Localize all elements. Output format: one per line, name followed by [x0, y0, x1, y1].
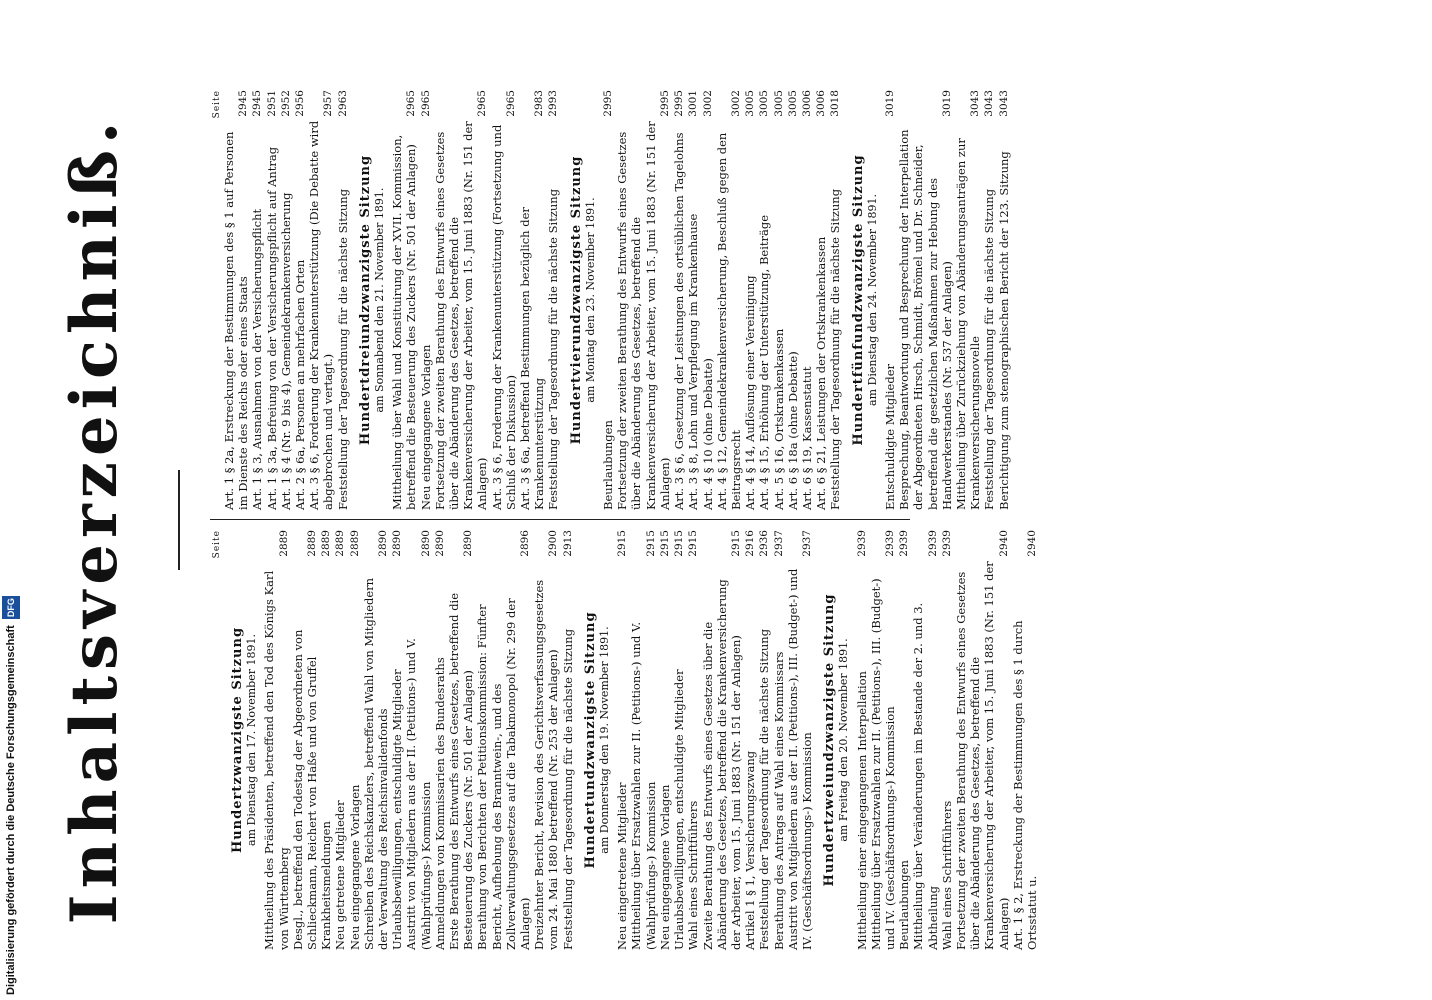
toc-entry-page: 2951 [265, 90, 278, 117]
toc-column-right [210, 90, 1011, 510]
session-title: Hundertvierundzwanzigste Sitzung [568, 155, 584, 445]
toc-entry-text: Art. 3 § 8, Lohn und Verpflegung im Krankenhause [686, 213, 701, 510]
session-date: am Freitag den 20. November 1891. [837, 638, 851, 842]
toc-entry-text: Neu eingegangene Vorlagen [418, 344, 433, 510]
toc-entry-page: 2890 [419, 530, 432, 557]
toc-entry-page: 3019 [940, 90, 953, 117]
toc-entry [546, 90, 560, 510]
toc-entry-page: 2939 [940, 530, 953, 557]
toc-entry [658, 530, 672, 950]
toc-entry-text: Feststellung der Tagesordnung für die nächste Sitzung [546, 188, 561, 510]
toc-entry [518, 90, 546, 510]
toc-entry-text: Dreizehnter Bericht, Revision des Gerichtsverfassungsgesetzes vom 24. Mai 1880 betreffend (Nr. 253 der Anlagen) [532, 579, 561, 950]
toc-entry [348, 530, 362, 950]
title-rule [178, 470, 180, 570]
toc-entry-page: 3043 [983, 90, 996, 117]
footer-text: Digitalisierung gefördert durch die Deutsche Forschungsgemeinschaft [5, 625, 17, 995]
toc-entry-page: 3018 [829, 90, 842, 117]
toc-entry-page: 2890 [462, 530, 475, 557]
toc-entry-text: Wahl eines Schriftführers [939, 800, 954, 950]
toc-entry-text: Zweite Berathung des Entwurfs eines Gesetzes über die Abänderung des Gesetzes, betreffend die Krankenversicherung der Arbeiter, vom 15. Juni 1883 (Nr. 151 der Anlagen) [700, 579, 743, 950]
toc-entry-text: Mittheilung über Zurückziehung von Abänderungsanträgen zur Krankenversicherungsnovelle [953, 138, 983, 510]
toc-entry [390, 90, 418, 510]
toc-entry-page: 2889 [320, 530, 333, 557]
toc-entry [757, 530, 771, 950]
toc-entry [672, 90, 686, 510]
toc-entry-page: 2963 [336, 90, 349, 117]
toc-entry-text: Feststellung der Tagesordnung für die nächste Sitzung [560, 628, 575, 950]
toc-entry-page: 3006 [800, 90, 813, 117]
toc-entry [757, 90, 771, 510]
toc-entry [786, 90, 800, 510]
session-date: am Montag den 23. November 1891. [583, 197, 597, 403]
toc-entry-page: 3019 [883, 90, 896, 117]
toc-entry-text: Art. 3 § 6a, betreffend Bestimmungen bezüglich der Krankenunterstützung [518, 207, 547, 510]
toc-entry [293, 90, 307, 510]
toc-entry-page: 2945 [251, 90, 264, 117]
toc-entry-page: 2915 [616, 530, 629, 557]
toc-entry-text: Art. 4 § 15, Erhöhung der Unterstützung, Beiträge [757, 214, 772, 510]
dfg-logo: DFG [2, 596, 20, 619]
toc-entry-page: 2957 [322, 90, 335, 117]
toc-entry-page: 2936 [758, 530, 771, 557]
toc-entry-page: 2890 [433, 530, 446, 557]
session-date: am Dienstag den 17. November 1891. [245, 634, 259, 846]
toc-entry-text: Mittheilung des Präsidenten, betreffend den Tod des Königs Karl von Württemberg [262, 570, 291, 950]
toc-entry-text: Urlaubsbewilligungen, entschuldigte Mitglieder [672, 669, 687, 950]
toc-entry-text: Berichtigung zum stenographischen Bericht der 123. Sitzung [996, 151, 1011, 510]
toc-entry-page: 2965 [504, 90, 517, 117]
toc-entry-page: 3005 [772, 90, 785, 117]
toc-entry [897, 90, 954, 510]
toc-entry-text: Neu eingegangene Vorlagen [347, 784, 362, 950]
session-title: Hundertzweiundzwanzigste Sitzung [822, 593, 838, 887]
toc-entry-text: Mittheilung über Wahl und Konstituirung der XVII. Kommission, betreffend die Besteuerung des Zuckers (Nr. 501 der Anlagen) [390, 134, 419, 510]
toc-entry-text: Feststellung der Tagesordnung für die nächste Sitzung [982, 188, 997, 510]
toc-entry-text: Art. 3 § 6, Forderung der Krankenunterstützung (Die Debatte wird abgebrochen und vertagt.) [307, 120, 336, 510]
toc-entry-page: 2965 [405, 90, 418, 117]
toc-entry-page: 3043 [969, 90, 982, 117]
toc-entry [447, 530, 475, 950]
toc-entry-text: Feststellung der Tagesordnung für die nächste Sitzung [335, 188, 350, 510]
toc-entry-text: Beurlaubungen [897, 860, 912, 950]
toc-entry-text: Mittheilung über Ersatzwahlen zur II. (Petitions-), III. (Budget-) und IV. (Geschäftsordnungs-) Kommission [868, 578, 897, 950]
toc-entry [490, 90, 518, 510]
toc-entry-page: 3005 [786, 90, 799, 117]
toc-entry-page: 2915 [658, 530, 671, 557]
toc-entry-page: 2890 [391, 530, 404, 557]
toc-entry [828, 90, 842, 510]
toc-entry-text: Schreiben des Reichskanzlers, betreffend Wahl von Mitgliedern der Verwaltung des Reichsinvalidenfonds [361, 577, 391, 950]
toc-entry-page: 2915 [729, 530, 742, 557]
toc-entry [265, 90, 279, 510]
toc-entry-page: 2889 [277, 530, 290, 557]
footer [2, 598, 20, 995]
session-date: am Donnerstag den 19. November 1891. [598, 626, 612, 854]
toc-entry [686, 90, 700, 510]
toc-column-left [210, 530, 1039, 950]
toc-entry-text: Art. 6 § 21, Leistungen der Ortskrankenkassen [814, 236, 829, 510]
toc-entry-text: Feststellung der Tagesordnung für die nächste Sitzung [757, 628, 772, 950]
toc-entry-page: 2993 [547, 90, 560, 117]
toc-entry-text: Art. 1 § 4 (Nr. 9 bis 4), Gemeindekrankenversicherung [278, 192, 293, 510]
session-title: Hundertfünfundzwanzigste Sitzung [850, 154, 866, 446]
column-header-seite: Seite [212, 90, 222, 119]
toc-entry-page: 3043 [997, 90, 1010, 117]
toc-entry-text: Neu getretene Mitglieder [333, 800, 348, 950]
toc-entry-text: Mittheilung über Ersatzwahlen zur II. (Petitions-) und V. (Wahlprüfungs-) Kommission [629, 622, 658, 950]
toc-entry-text: Austritt von Mitgliedern aus der II. (Petitions-) und V. (Wahlprüfungs-) Kommission [404, 638, 433, 950]
toc-entry [362, 530, 390, 950]
toc-entry [743, 90, 757, 510]
toc-entry-page: 2889 [348, 530, 361, 557]
toc-entry-page: 2915 [673, 530, 686, 557]
toc-entry [954, 530, 1011, 950]
toc-entry-page: 2913 [561, 530, 574, 557]
toc-entry [855, 530, 869, 950]
toc-entry [629, 530, 657, 950]
toc-entry-text: Fortsetzung der zweiten Berathung des Entwurfs eines Gesetzes über die Abänderung des Gesetzes, betreffend die Krankenversicherung der Arbeiter, vom 15. Juni 1883 (Nr. 151 der Anlagen) [953, 561, 1011, 950]
toc-entry-page: 2940 [997, 530, 1010, 557]
toc-entry [743, 530, 757, 950]
toc-entry-page: 3001 [687, 90, 700, 117]
toc-entry [701, 530, 744, 950]
toc-entry-text: Fortsetzung der zweiten Berathung des Entwurfs eines Gesetzes über die Abänderung des Gesetzes, betreffend die Krankenversicherung der Arbeiter, vom 15. Juni 1883 (Nr. 151 der Anlagen) [432, 121, 490, 510]
toc-entry-text: Art. 4 § 10 (ohne Debatte) [700, 358, 715, 510]
toc-entry-page: 3006 [815, 90, 828, 117]
toc-entry [222, 90, 250, 510]
toc-entry-page: 2889 [306, 530, 319, 557]
toc-entry-text: Urlaubsbewilligungen, entschuldigte Mitglieder [390, 669, 405, 950]
toc-entry-text: Entschuldigte Mitglieder [882, 363, 897, 510]
toc-entry-page: 2889 [334, 530, 347, 557]
toc-entry [997, 90, 1011, 510]
toc-entry [262, 530, 290, 950]
toc-entry [883, 90, 897, 510]
column-header-seite: Seite [212, 530, 222, 559]
page-title: Inhaltsverzeichniß. [57, 115, 132, 925]
toc-entry-text: Art. 1 § 2, Erstreckung der Bestimmungen des § 1 durch Ortsstatut u. [1010, 620, 1039, 950]
toc-entry-page: 2916 [744, 530, 757, 557]
toc-entry [814, 90, 828, 510]
toc-entry-page: 2995 [673, 90, 686, 117]
toc-entry [475, 530, 532, 950]
toc-entry-page: 2915 [644, 530, 657, 557]
toc-entry [390, 530, 404, 950]
toc-entry-text: Art. 4 § 14, Auflösung einer Vereinigung [743, 275, 758, 510]
toc-entry [250, 90, 264, 510]
toc-entry [419, 90, 433, 510]
toc-entry-page: 2939 [898, 530, 911, 557]
toc-entry [897, 530, 911, 950]
toc-entry-page: 3002 [701, 90, 714, 117]
toc-entry-text: Neu eingegangene Vorlagen [657, 784, 672, 950]
toc-entry-page: 2945 [237, 90, 250, 117]
toc-entry [701, 90, 715, 510]
toc-entry-page: 2995 [602, 90, 615, 117]
toc-entry [601, 90, 615, 510]
toc-entry [433, 530, 447, 950]
toc-entry-text: Fortsetzung der zweiten Berathung des Entwurfs eines Gesetzes über die Abänderung des Gesetzes, betreffend die Krankenversicherung der Arbeiter, vom 15. Juni 1883 (Nr. 151 der Anlagen) [615, 121, 672, 510]
toc-entry-page: 2915 [687, 530, 700, 557]
toc-entry-text: Artikel 1 § 1, Versicherungszwang [743, 750, 758, 950]
toc-entry [307, 90, 335, 510]
toc-entry [404, 530, 432, 950]
toc-entry [772, 90, 786, 510]
toc-entry [672, 530, 686, 950]
toc-entry-page: 2956 [294, 90, 307, 117]
toc-entry [319, 530, 333, 950]
toc-entry-text: Desgl., betreffend den Todestag der Abgeordneten von Schlieckmann, Reichert von Haße und von Gruffel [290, 629, 320, 950]
toc-entry [786, 530, 814, 950]
toc-entry-text: Berathung von Berichten der Petitionskommission: Fünfter Bericht, Aufhebung des Branntwein-, und des Zollverwaltungsgesetzes auf die Tabakmonopol (Nr. 299 der Anlagen) [475, 598, 533, 950]
toc-entry-text: Art. 4 § 12, Gemeindekrankenversicherung, Beschluß gegen den Beitragsrecht [714, 132, 743, 510]
toc-entry [869, 530, 897, 950]
toc-entry-page: 2995 [658, 90, 671, 117]
session-title: Hundertdreiundzwanzigste Sitzung [357, 154, 373, 446]
toc-entry [715, 90, 743, 510]
toc-entry-text: Berathung des Antrags auf Wahl eines Kommissars [771, 651, 786, 950]
session-date: am Sonnabend den 21. November 1891. [373, 187, 387, 413]
toc-entry-text: Art. 1 § 3, Ausnahmen von der Versicherungspflicht [250, 208, 265, 510]
toc-entry [615, 90, 672, 510]
toc-entry-text: Besprechung, Beantwortung und Besprechung der Interpellation der Abgeordneten Hirsch, Schmidt, Brömel und Dr. Schneider, betreffend die gesetzlichen Maßnahmen zur Hebung des Handwerkerstandes (Nr. 537 der Anlagen) [897, 129, 954, 510]
session-title: Hundertzwanzigste Sitzung [230, 626, 245, 854]
toc-entry-text: Beurlaubungen [601, 420, 616, 510]
toc-entry-text: Art. 3 § 6, Gesetzung der Leistungen des ortsüblichen Tagelohns [672, 132, 687, 510]
toc-entry [982, 90, 996, 510]
toc-entry-text: Art. 1 § 3a, Befreiung von der Versicherungspflicht auf Antrag [264, 146, 279, 510]
toc-entry-page: 2939 [855, 530, 868, 557]
toc-entry [291, 530, 319, 950]
toc-entry-page: 2937 [772, 530, 785, 557]
toc-entry-text: Art. 6 § 18a (ohne Debatte) [785, 351, 800, 510]
toc-entry [954, 90, 982, 510]
rotated-page-content [57, 50, 1060, 990]
toc-entry-text: Art. 6 § 19, Kassenstatut [799, 366, 814, 510]
toc-entry-page: 2939 [926, 530, 939, 557]
toc-entry [772, 530, 786, 950]
toc-entry-page: 2939 [883, 530, 896, 557]
session-date: am Dienstag den 24. November 1891. [865, 194, 879, 406]
toc-entry-page: 2937 [800, 530, 813, 557]
toc-entry-page: 2896 [519, 530, 532, 557]
toc-entry-page: 2900 [547, 530, 560, 557]
toc-entry-page: 3005 [758, 90, 771, 117]
toc-entry [615, 530, 629, 950]
toc-entry [433, 90, 490, 510]
toc-entry-text: Anmeldungen von Kommissarien des Bundesraths [432, 657, 447, 950]
toc-entry-page: 3002 [729, 90, 742, 117]
toc-entry [940, 530, 954, 950]
toc-entry-page: 2940 [1025, 530, 1038, 557]
toc-entry [800, 90, 814, 510]
toc-entry-text: Austritt von Mitgliedern aus der II. (Petitions-), III. (Budget-) und IV. (Geschäftsordnungs-) Kommission [785, 568, 814, 950]
toc-entry-page: 2965 [476, 90, 489, 117]
toc-entry-text: Mittheilung einer eingegangenen Interpellation [854, 671, 869, 950]
toc-entry-text: Mittheilung über Veränderungen im Bestande der 2. und 3. Abtheilung [911, 602, 940, 950]
toc-entry-text: Krankheitsmeldungen [319, 821, 334, 950]
toc-entry-text: Art. 2 § 6a, Personen an mehrfachen Orten [293, 259, 308, 510]
column-separator [210, 519, 910, 520]
toc-entry-text: Art. 5 § 16, Ortskrankenkassen [771, 328, 786, 510]
toc-entry-text: Erste Berathung des Entwurfs eines Gesetzes, betreffend die Besteuerung des Zuckers (Nr. 501 der Anlagen) [447, 592, 476, 950]
toc-entry-page: 2983 [533, 90, 546, 117]
session-title: Hundertundzwanzigste Sitzung [582, 611, 598, 869]
toc-entry-text: Art. 1 § 2a, Erstreckung der Bestimmungen des § 1 auf Personen im Dienste des Reichs oder eines Staats [222, 131, 251, 510]
toc-entry [561, 530, 575, 950]
toc-entry [279, 90, 293, 510]
toc-entry [532, 530, 560, 950]
toc-entry [336, 90, 350, 510]
toc-entry-page: 2952 [279, 90, 292, 117]
toc-entry-page: 2965 [419, 90, 432, 117]
toc-entry-text: Feststellung der Tagesordnung für die nächste Sitzung [828, 188, 843, 510]
toc-entry [1011, 530, 1039, 950]
toc-entry-text: Art. 3 § 6, Forderung der Krankenunterstützung (Fortsetzung und Schluß der Diskussion) [489, 124, 518, 510]
toc-entry [911, 530, 939, 950]
toc-entry-text: Wahl eines Schriftführers [686, 800, 701, 950]
toc-entry-page: 2890 [377, 530, 390, 557]
toc-entry [686, 530, 700, 950]
toc-entry-text: Neu eingetretene Mitglieder [615, 782, 630, 950]
toc-entry [333, 530, 347, 950]
toc-entry-page: 3005 [744, 90, 757, 117]
